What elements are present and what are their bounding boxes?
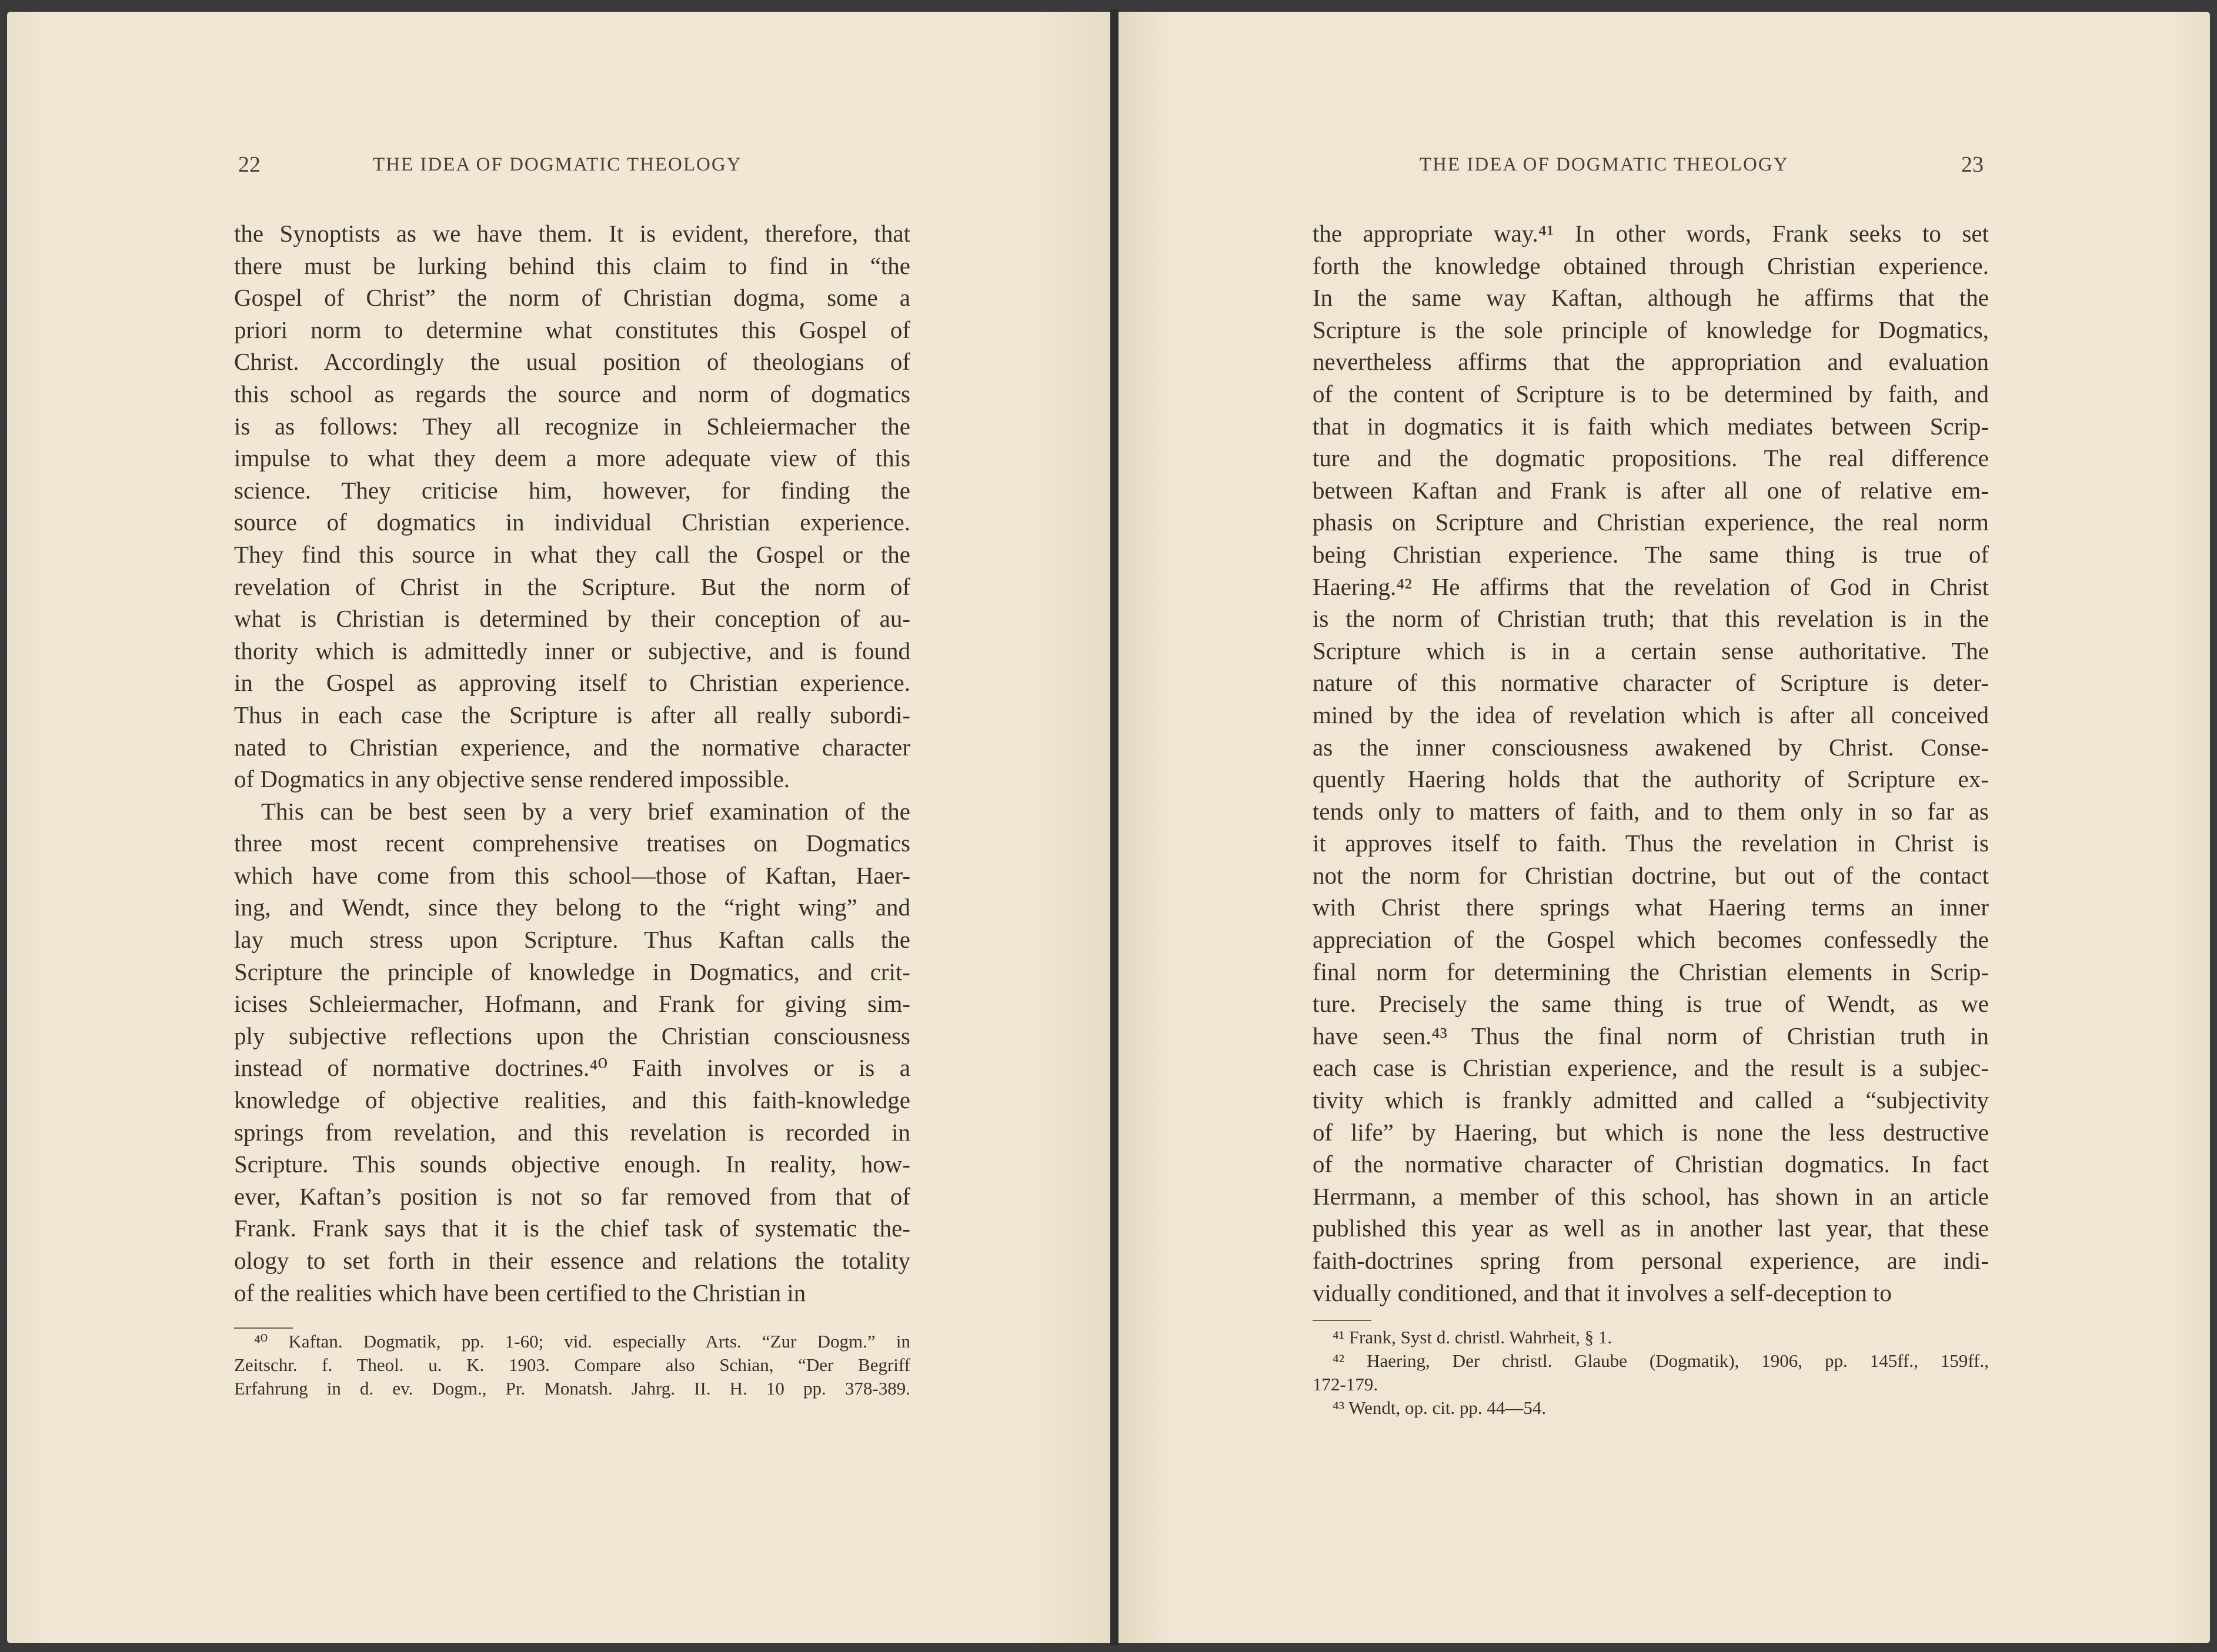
text-line: which have come from this school—those of Kaftan, Haer- (234, 861, 910, 889)
text-line: is the norm of Christian truth; that this revelation is in the (1313, 605, 1989, 633)
right-body-text (1313, 218, 1989, 1309)
text-line: this school as regards the source and norm of dogmatics (234, 380, 910, 407)
footnote-line: Zeitschr. f. Theol. u. K. 1903. Compare also Schian, “Der Begriff (234, 1355, 910, 1375)
text-line: Scripture is the sole principle of knowledge for Dogmatics, (1313, 316, 1989, 343)
text-line: ply subjective reflections upon the Christian consciousness (234, 1022, 910, 1049)
text-line: Thus in each case the Scripture is after all really subordi- (234, 701, 910, 728)
text-line: Herrmann, a member of this school, has shown in an article (1313, 1182, 1989, 1210)
text-line: of Dogmatics in any objective sense rendered impossible. (234, 765, 790, 793)
text-line: there must be lurking behind this claim to find in “the (234, 252, 910, 279)
text-line: of the normative character of Christian dogmatics. In fact (1313, 1151, 1989, 1178)
text-line: source of dogmatics in individual Christian experience. (234, 509, 910, 536)
text-line: priori norm to determine what constitutes this Gospel of (234, 316, 910, 343)
text-line: nature of this normative character of Scripture is deter- (1313, 669, 1989, 697)
book-gutter (1110, 9, 1118, 1646)
text-line: of the realities which have been certified to the Christian in (234, 1279, 806, 1306)
text-line: that in dogmatics it is faith which mediates between Scrip- (1313, 412, 1989, 440)
text-line: Gospel of Christ” the norm of Christian dogma, some a (234, 284, 910, 312)
text-line: faith-doctrines spring from personal experience, are indi- (1313, 1247, 1989, 1274)
text-line: knowledge of objective realities, and this faith-knowledge (234, 1086, 910, 1114)
text-line: what is Christian is determined by their conception of au- (234, 605, 910, 633)
text-line: mined by the idea of revelation which is after all conceived (1313, 701, 1989, 728)
text-line: tends only to matters of faith, and to them only in so far as (1313, 797, 1989, 825)
text-line: Christ. Accordingly the usual position of theologians of (234, 348, 910, 376)
left-footnote-rule (234, 1327, 293, 1329)
text-line: it approves itself to faith. Thus the revelation in Christ is (1313, 830, 1989, 857)
left-body-text (234, 218, 910, 1309)
right-page-number: 23 (1961, 152, 1984, 177)
right-footnotes (1313, 1326, 1989, 1420)
text-line: ture and the dogmatic propositions. The real difference (1313, 444, 1989, 472)
text-line: with Christ there springs what Haering terms an inner (1313, 894, 1989, 921)
footnote-line: ⁴⁰ Kaftan. Dogmatik, pp. 1-60; vid. especially Arts. “Zur Dogm.” in (254, 1331, 910, 1352)
text-line: Scripture the principle of knowledge in Dogmatics, and crit- (234, 958, 910, 985)
left-running-head: THE IDEA OF DOGMATIC THEOLOGY (373, 154, 742, 175)
left-footnotes (234, 1330, 910, 1400)
right-running-head: THE IDEA OF DOGMATIC THEOLOGY (1420, 154, 1789, 175)
text-line: quently Haering holds that the authority of Scripture ex- (1313, 765, 1989, 793)
footnote-line: ⁴² Haering, Der christl. Glaube (Dogmatik), 1906, pp. 145ff., 159ff., (1333, 1350, 1989, 1371)
text-line: Haering.⁴² He affirms that the revelation of God in Christ (1313, 573, 1989, 600)
text-line: final norm for determining the Christian elements in Scrip- (1313, 958, 1989, 985)
text-line: have seen.⁴³ Thus the final norm of Christian truth in (1313, 1022, 1989, 1049)
text-line: as the inner consciousness awakened by Christ. Conse- (1313, 733, 1989, 761)
text-line: tivity which is frankly admitted and called a “subjectivity (1313, 1086, 1989, 1114)
text-line: is as follows: They all recognize in Schleiermacher the (234, 412, 910, 440)
text-line: each case is Christian experience, and the result is a subjec- (1313, 1054, 1989, 1082)
footnote-line: Erfahrung in d. ev. Dogm., Pr. Monatsh. Jahrg. II. H. 10 pp. 378-389. (234, 1378, 910, 1399)
footnote-line: ⁴³ Wendt, op. cit. pp. 44—54. (1333, 1397, 1547, 1418)
text-line: not the norm for Christian doctrine, but out of the contact (1313, 861, 1989, 889)
text-line: Scripture which is in a certain sense authoritative. The (1313, 637, 1989, 664)
text-line: in the Gospel as approving itself to Christian experience. (234, 669, 910, 697)
text-line: ology to set forth in their essence and relations the totality (234, 1247, 910, 1274)
text-line: icises Schleiermacher, Hofmann, and Frank for giving sim- (234, 990, 910, 1018)
text-line: ture. Precisely the same thing is true of Wendt, as we (1313, 990, 1989, 1018)
text-line: Frank. Frank says that it is the chief task of systematic the- (234, 1215, 910, 1242)
text-line: impulse to what they deem a more adequate view of this (234, 444, 910, 472)
text-line: instead of normative doctrines.⁴⁰ Faith involves or is a (234, 1054, 910, 1082)
text-line: nated to Christian experience, and the normative character (234, 733, 910, 761)
text-line: of the content of Scripture is to be determined by faith, and (1313, 380, 1989, 407)
footnote-line: ⁴¹ Frank, Syst d. christl. Wahrheit, § 1. (1333, 1327, 1612, 1347)
left-page-number: 22 (238, 152, 261, 177)
right-footnote-rule (1313, 1320, 1371, 1321)
text-line: revelation of Christ in the Scripture. But the norm of (234, 573, 910, 600)
text-line: They find this source in what they call the Gospel or the (234, 540, 910, 568)
text-line: three most recent comprehensive treatises on Dogmatics (234, 830, 910, 857)
text-line: Scripture. This sounds objective enough. In reality, how- (234, 1151, 910, 1178)
text-line: lay much stress upon Scripture. Thus Kaftan calls the (234, 926, 910, 954)
text-line: ing, and Wendt, since they belong to the “right wing” and (234, 894, 910, 921)
text-line: In the same way Kaftan, although he affirms that the (1313, 284, 1989, 312)
text-line: springs from revelation, and this revelation is recorded in (234, 1118, 910, 1146)
text-line: published this year as well as in another last year, that these (1313, 1215, 1989, 1242)
text-line: forth the knowledge obtained through Christian experience. (1313, 252, 1989, 279)
text-line: of life” by Haering, but which is none the less destructive (1313, 1118, 1989, 1146)
text-line: between Kaftan and Frank is after all one of relative em- (1313, 476, 1989, 504)
text-line: the appropriate way.⁴¹ In other words, Frank seeks to set (1313, 220, 1989, 247)
text-line: ever, Kaftan’s position is not so far removed from that of (234, 1182, 910, 1210)
text-line: vidually conditioned, and that it involves a self-deception to (1313, 1279, 1892, 1306)
text-line: This can be best seen by a very brief examination of the (261, 797, 910, 825)
text-line: being Christian experience. The same thing is true of (1313, 540, 1989, 568)
text-line: nevertheless affirms that the appropriation and evaluation (1313, 348, 1989, 376)
text-line: appreciation of the Gospel which becomes confessedly the (1313, 926, 1989, 954)
text-line: phasis on Scripture and Christian experience, the real norm (1313, 509, 1989, 536)
text-line: the Synoptists as we have them. It is evident, therefore, that (234, 220, 910, 247)
text-line: thority which is admittedly inner or subjective, and is found (234, 637, 910, 664)
text-line: science. They criticise him, however, for finding the (234, 476, 910, 504)
footnote-line: 172-179. (1313, 1374, 1378, 1394)
